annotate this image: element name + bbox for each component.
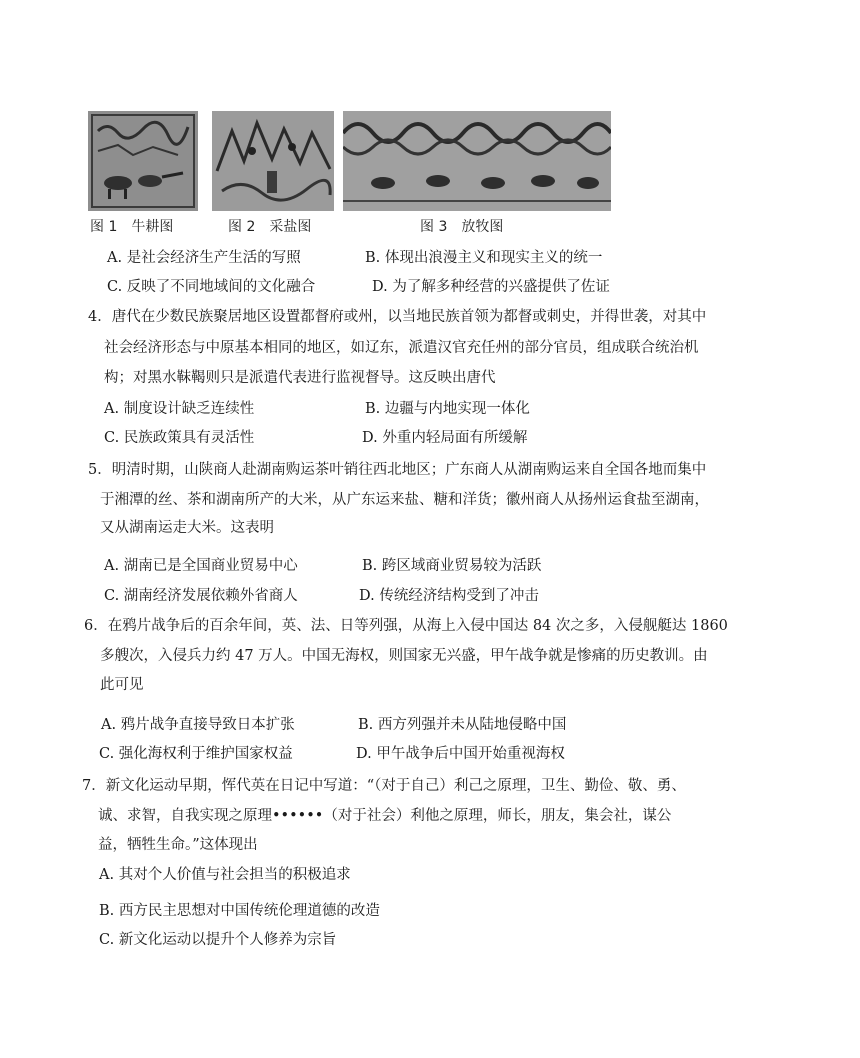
q7-stem-line1: 7．新文化运动早期，恽代英在日记中写道：“（对于自己）利己之原理，卫生、勤俭、敬、勇、 [82,778,686,794]
figure-2-caption: 图 2 采盐图 [228,219,312,235]
figure-1-caption: 图 1 牛耕图 [90,219,174,235]
q4-option-d: D. 外重内轻局面有所缓解 [362,430,528,446]
q6-option-d: D. 甲午战争后中国开始重视海权 [356,746,565,762]
q5-stem-line3: 又从湖南运走大米。这表明 [100,520,274,536]
q6-stem-line3: 此可见 [100,677,144,693]
q6-option-c: C. 强化海权利于维护国家权益 [99,746,293,762]
q3-option-b: B. 体现出浪漫主义和现实主义的统一 [365,250,603,266]
q7-stem-line2: 诚、求智，自我实现之原理••••••（对于社会）利他之原理，师长，朋友，集会社，谋公 [98,808,672,824]
q5-option-b: B. 跨区域商业贸易较为活跃 [362,558,542,574]
figure-3-herding [343,111,611,211]
q4-stem-line1: 4．唐代在少数民族聚居地区设置都督府或州，以当地民族首领为都督或刺史，并得世袭，对其中 [88,309,707,325]
q7-option-a: A. 其对个人价值与社会担当的积极追求 [99,867,351,883]
q7-stem-line3: 益，牺牲生命。”这体现出 [98,837,258,853]
q5-option-a: A. 湖南已是全国商业贸易中心 [104,558,298,574]
q3-option-c: C. 反映了不同地域间的文化融合 [107,279,316,295]
q4-stem-line2: 社会经济形态与中原基本相同的地区，如辽东，派遣汉官充任州的部分官员，组成联合统治机 [104,340,699,356]
q6-option-b: B. 西方列强并未从陆地侵略中国 [358,717,567,733]
q4-option-c: C. 民族政策具有灵活性 [104,430,255,446]
q3-option-d: D. 为了解多种经营的兴盛提供了佐证 [372,279,610,295]
q7-option-c: C. 新文化运动以提升个人修养为宗旨 [99,932,337,948]
figure-1-ox-plowing [88,111,198,211]
figure-3-caption: 图 3 放牧图 [420,219,504,235]
q4-option-b: B. 边疆与内地实现一体化 [365,401,530,417]
figure-2-salt-harvesting [212,111,334,211]
q5-stem-line1: 5．明清时期，山陕商人赴湖南购运茶叶销往西北地区；广东商人从湖南购运来自全国各地而集中 [88,462,707,478]
q6-option-a: A. 鸦片战争直接导致日本扩张 [101,717,295,733]
q6-stem-line1: 6．在鸦片战争后的百余年间，英、法、日等列强，从海上入侵中国达 84 次之多，入侵舰艇达 1860 [84,618,728,634]
q4-stem-line3: 构；对黑水靺鞨则只是派遣代表进行监视督导。这反映出唐代 [104,370,496,386]
q5-option-d: D. 传统经济结构受到了冲击 [359,588,539,604]
q4-option-a: A. 制度设计缺乏连续性 [104,401,255,417]
q5-option-c: C. 湖南经济发展依赖外省商人 [104,588,298,604]
q5-stem-line2: 于湘潭的丝、茶和湖南所产的大米，从广东运来盐、糖和洋货；徽州商人从扬州运食盐至湖南， [100,492,709,508]
q7-option-b: B. 西方民主思想对中国传统伦理道德的改造 [99,903,380,919]
q3-option-a: A. 是社会经济生产生活的写照 [107,250,301,266]
q6-stem-line2: 多艘次，入侵兵力约 47 万人。中国无海权，则国家无兴盛，甲午战争就是惨痛的历史教训。由 [100,648,708,664]
